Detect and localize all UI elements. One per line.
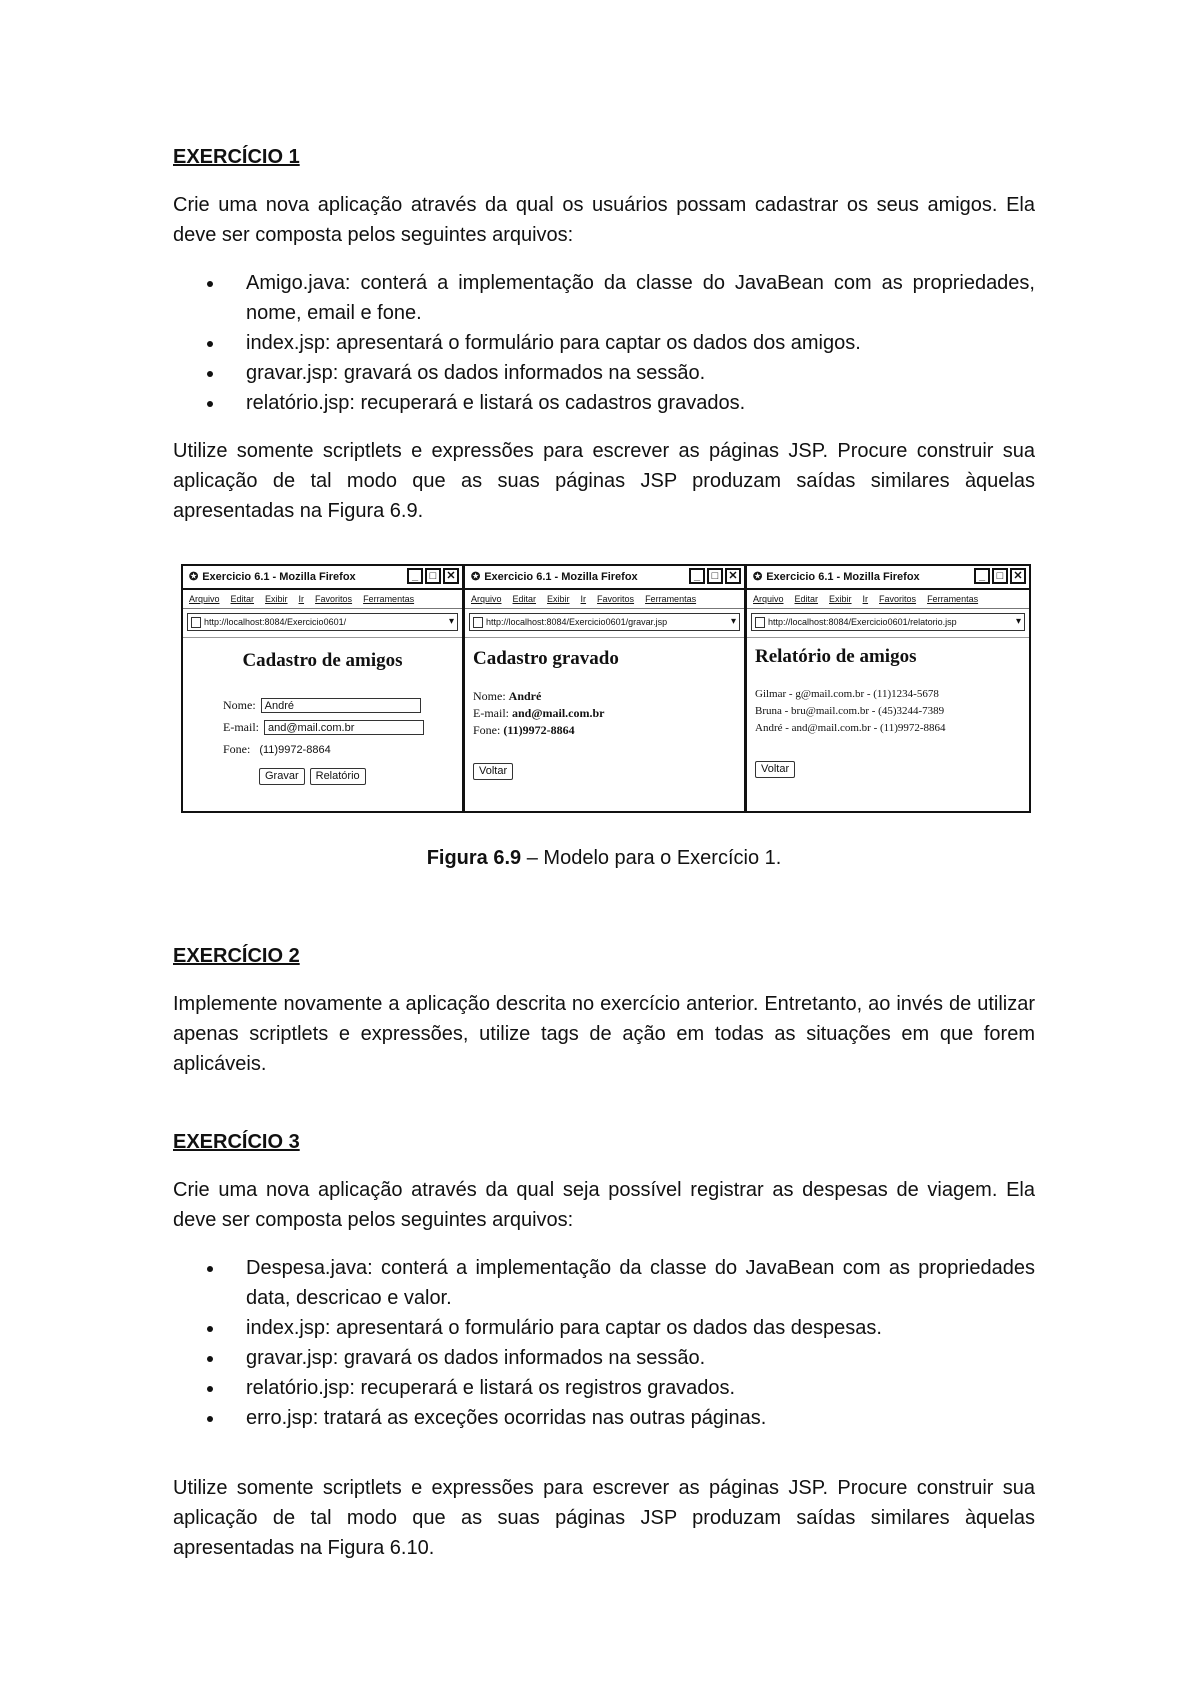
bullet-icon [207, 1416, 213, 1422]
list-item: André - and@mail.com.br - (11)9972-8864 [755, 722, 946, 734]
address-bar[interactable]: http://localhost:8084/Exercicio0601/ ▾ [187, 613, 458, 631]
minimize-icon[interactable]: _ [689, 568, 705, 584]
list-item: index.jsp: apresentará o formulário para captar os dados das despesas. [173, 1313, 1035, 1343]
exercise-3-closing: Utilize somente scriptlets e expressões para escrever as páginas JSP. Procure construir sua aplicação de tal modo que as suas páginas JSP produzam saídas similares àquelas apresentadas na Figura 6.10. [173, 1477, 1035, 1559]
figure-caption: Figura 6.9 – Modelo para o Exercício 1. [426, 847, 782, 869]
window-titlebar: ✪ Exercicio 6.1 - Mozilla Firefox _ □ ✕ [465, 566, 744, 590]
page-title: Cadastro de amigos [242, 650, 403, 671]
list-item: Amigo.java: conterá a implementação da classe do JavaBean com as propriedades, nome, email e fone. [173, 268, 1035, 328]
page-icon [755, 617, 765, 628]
close-icon[interactable]: ✕ [725, 568, 741, 584]
browser-window-gravado: ✪ Exercicio 6.1 - Mozilla Firefox _ □ ✕ Arquivo Editar Exibir Ir Favoritos Ferramentas http://localhost:8084/Exercicio0601/gravar.jsp ▾ Cadastro gravado Nome: André E-mail: and@mail.com.br Fone: (11)9972-8864 Voltar [465, 566, 747, 811]
firefox-icon: ✪ [189, 571, 199, 583]
page-icon [191, 617, 201, 628]
window-titlebar: ✪ Exercicio 6.1 - Mozilla Firefox _ □ ✕ [183, 566, 462, 590]
exercise-3-intro: Crie uma nova aplicação através da qual seja possível registrar as despesas de viagem. Ela deve ser composta pelos seguintes arquivos: [173, 1179, 1035, 1231]
maximize-icon[interactable]: □ [992, 568, 1008, 584]
bullet-icon [207, 1356, 213, 1362]
bullet-icon [207, 281, 213, 287]
maximize-icon[interactable]: □ [707, 568, 723, 584]
firefox-icon: ✪ [753, 571, 763, 583]
exercise-2-heading: EXERCÍCIO 2 [173, 945, 300, 967]
list-item: erro.jsp: tratará as exceções ocorridas nas outras páginas. [173, 1403, 1035, 1433]
exercise-3-file-list [173, 1253, 1035, 1433]
bullet-icon [207, 1266, 213, 1272]
list-item: gravar.jsp: gravará os dados informados na sessão. [173, 1343, 1035, 1373]
browser-window-relatorio [747, 566, 1029, 811]
page-content [173, 142, 1035, 1563]
voltar-button[interactable]: Voltar [755, 761, 795, 778]
chevron-down-icon[interactable]: ▾ [730, 616, 736, 627]
list-item: relatório.jsp: recuperará e listará os registros gravados. [173, 1373, 1035, 1403]
list-item: Gilmar - g@mail.com.br - (11)1234-5678 [755, 688, 939, 700]
list-item: gravar.jsp: gravará os dados informados na sessão. [173, 358, 1035, 388]
voltar-button[interactable]: Voltar [473, 763, 513, 780]
fone-input[interactable]: (11)9972-8864 [259, 744, 331, 756]
page-title: Cadastro gravado [473, 648, 619, 669]
email-input[interactable]: and@mail.com.br [264, 720, 424, 735]
chevron-down-icon[interactable]: ▾ [448, 616, 454, 627]
figure-6-9 [181, 564, 1031, 813]
menu-bar: Arquivo Editar Exibir Ir Favoritos Ferramentas [465, 590, 744, 609]
bullet-icon [207, 1386, 213, 1392]
gravar-button[interactable]: Gravar [259, 768, 305, 785]
menu-bar: Arquivo Editar Exibir Ir Favoritos Ferramentas [183, 590, 462, 609]
list-item: Despesa.java: conterá a implementação da classe do JavaBean com as propriedades data, descricao e valor. [173, 1253, 1035, 1313]
list-item: Bruna - bru@mail.com.br - (45)3244-7389 [755, 705, 945, 717]
exercise-1-intro: Crie uma nova aplicação através da qual os usuários possam cadastrar os seus amigos. Ela deve ser composta pelos seguintes arquivos: [173, 194, 1035, 246]
maximize-icon[interactable]: □ [425, 568, 441, 584]
bullet-icon [207, 371, 213, 377]
close-icon[interactable]: ✕ [1010, 568, 1026, 584]
bullet-icon [207, 401, 213, 407]
browser-window-cadastro: ✪ Exercicio 6.1 - Mozilla Firefox _ □ ✕ Arquivo Editar Exibir Ir Favoritos Ferramentas http://localhost:8084/Exercicio0601/ ▾ Cadastro de amigos Nome: André E-mail: and@mail.com.br Fone: (11)9972-8864 Gravar Relatório [183, 566, 465, 811]
chevron-down-icon[interactable]: ▾ [1015, 616, 1021, 627]
list-item: relatório.jsp: recuperará e listará os cadastros gravados. [173, 388, 1035, 418]
exercise-1-heading: EXERCÍCIO 1 [173, 146, 300, 168]
relatorio-button[interactable]: Relatório [310, 768, 366, 785]
address-bar[interactable]: http://localhost:8084/Exercicio0601/gravar.jsp ▾ [469, 613, 740, 631]
close-icon[interactable]: ✕ [443, 568, 459, 584]
nome-input[interactable]: André [261, 698, 421, 713]
bullet-icon [207, 1326, 213, 1332]
page-title: Relatório de amigos [755, 646, 917, 667]
menu-bar: Arquivo Editar Exibir Ir Favoritos Ferramentas [747, 590, 1029, 609]
exercise-1-file-list [173, 268, 1035, 418]
window-titlebar: ✪ Exercicio 6.1 - Mozilla Firefox _ □ ✕ [747, 566, 1029, 590]
address-bar[interactable]: http://localhost:8084/Exercicio0601/relatorio.jsp ▾ [751, 613, 1025, 631]
minimize-icon[interactable]: _ [974, 568, 990, 584]
minimize-icon[interactable]: _ [407, 568, 423, 584]
firefox-icon: ✪ [471, 571, 481, 583]
exercise-1-closing: Utilize somente scriptlets e expressões para escrever as páginas JSP. Procure construir sua aplicação de tal modo que as suas páginas JSP produzam saídas similares àquelas apresentadas na Figura 6.9. [173, 440, 1035, 522]
bullet-icon [207, 341, 213, 347]
exercise-2-body: Implemente novamente a aplicação descrita no exercício anterior. Entretanto, ao invés de utilizar apenas scriptlets e expressões, utilize tags de ação em todas as situações em que forem aplicáveis. [173, 993, 1035, 1075]
list-item: index.jsp: apresentará o formulário para captar os dados dos amigos. [173, 328, 1035, 358]
page-icon [473, 617, 483, 628]
exercise-3-heading: EXERCÍCIO 3 [173, 1131, 300, 1153]
